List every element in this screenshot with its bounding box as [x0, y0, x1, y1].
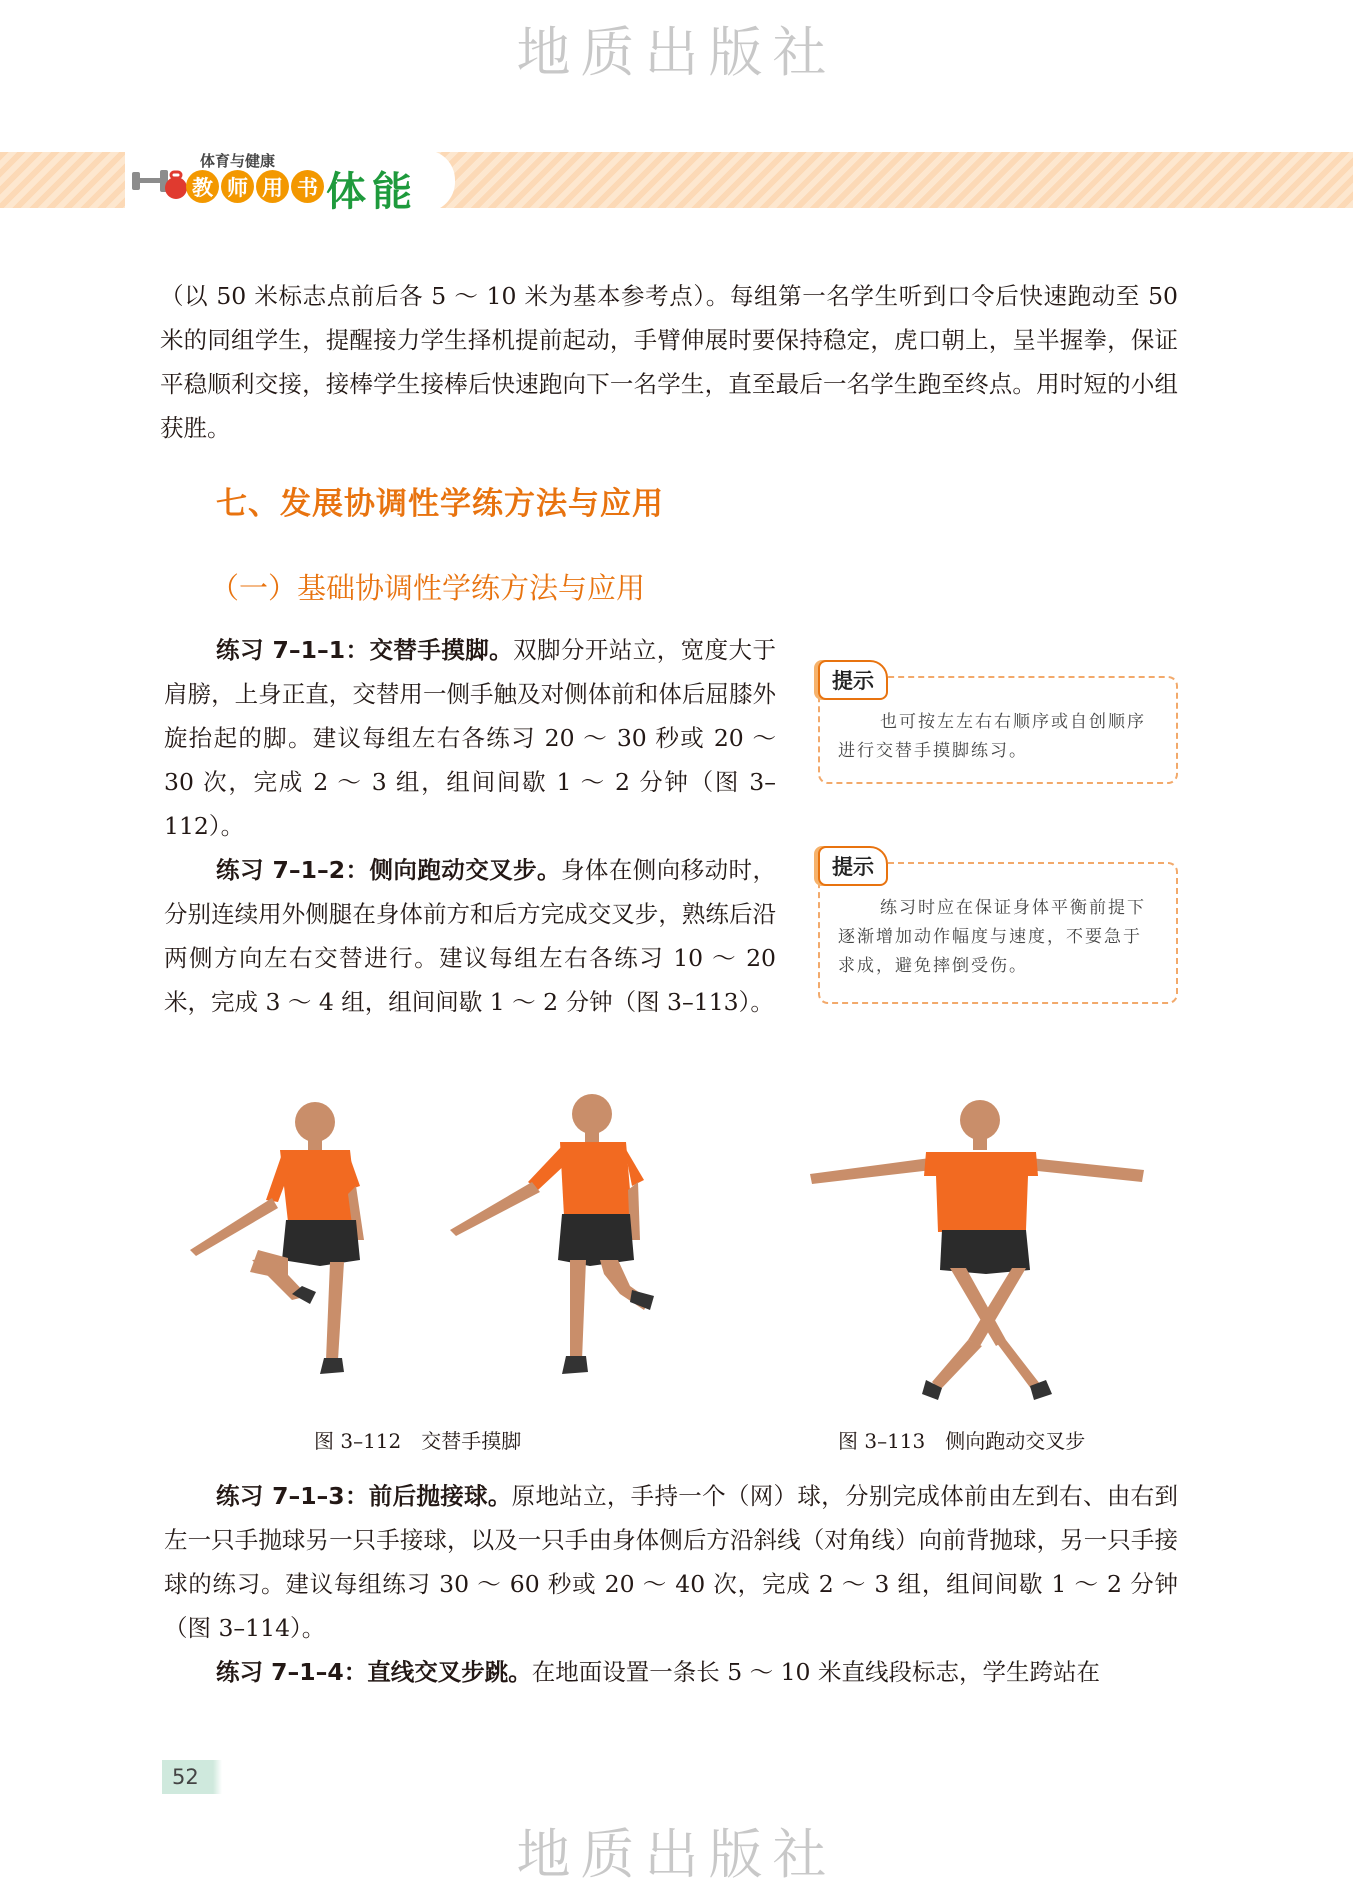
tip-label: 提示: [818, 660, 888, 700]
exercise-paragraph: [164, 1474, 1178, 1650]
exercise-text: 原地站立，手持一个（网）球，分别完成体前由左到右、由右到左一只手抛球另一只手接球，以及一只手由身体侧后方沿斜线（对角线）向前背抛球，另一只手接球的练习。建议每组练习 30 ～ 60 秒或 20 ～ 40 次，完成 2 ～ 3 组，组间间歇 1 ～ 2 分钟（图 3–114）。: [164, 1482, 1178, 1642]
figure-3-112-photo: [180, 1090, 670, 1420]
exercise-lead: 练习 7–1–3：前后抛接球。: [216, 1482, 512, 1510]
exercise-lead: 练习 7–1–4：直线交叉步跳。: [216, 1658, 532, 1686]
header-pill: 用: [256, 170, 289, 203]
figure-caption: 图 3–112 交替手摸脚: [314, 1429, 522, 1453]
athlete-figure: [810, 1100, 1144, 1400]
watermark-top: 地质出版社: [516, 21, 837, 84]
header-pills: [186, 170, 324, 203]
exercise-paragraph: [164, 848, 776, 1024]
tip-label: 提示: [818, 846, 888, 886]
exercise-text: 双脚分开站立，宽度大于肩膀，上身正直，交替用一侧手触及对侧体前和体后屈膝外旋抬起的脚。建议每组左右各练习 20 ～ 30 秒或 20 ～ 30 次，完成 2 ～ 3 组，组间间歇 1 ～ 2 分钟（图 3–112）。: [164, 636, 776, 840]
header-pill: 师: [221, 170, 254, 203]
subsection-heading: （一）基础协调性学练方法与应用: [210, 571, 646, 605]
tip-text: 也可按左左右右顺序或自创顺序进行交替手摸脚练习。: [838, 712, 1146, 761]
exercise-text: 身体在侧向移动时，分别连续用外侧腿在身体前方和后方完成交叉步，熟练后沿两侧方向左右交替进行。建议每组左右各练习 10 ～ 20 米，完成 3 ～ 4 组，组间间歇 1 ～ 2 分钟（图 3–113）。: [164, 856, 776, 1016]
figure-caption: 图 3–113 侧向跑动交叉步: [838, 1429, 1086, 1453]
section-heading: 七、发展协调性学练方法与应用: [216, 486, 664, 522]
watermark-bottom: 地质出版社: [516, 1823, 837, 1886]
tip-text: 练习时应在保证身体平衡前提下逐渐增加动作幅度与速度，不要急于求成，避免摔倒受伤。: [838, 898, 1146, 976]
exercise-lead: 练习 7–1–1：交替手摸脚。: [216, 636, 514, 664]
header-small-title: 体育与健康: [200, 152, 276, 170]
header-pill: 教: [186, 170, 219, 203]
header-big-title: 体能: [326, 169, 418, 215]
exercise-paragraph: [164, 628, 776, 848]
page-number: 52: [162, 1760, 222, 1794]
exercise-lead: 练习 7–1–2：侧向跑动交叉步。: [216, 856, 561, 884]
athlete-figure: [450, 1094, 654, 1374]
exercise-paragraph: [164, 1650, 1178, 1694]
figure-3-113-photo: [800, 1090, 1150, 1420]
exercise-text: 在地面设置一条长 5 ～ 10 米直线段标志，学生跨站在: [531, 1658, 1100, 1686]
dumbbell-icon: [130, 158, 190, 204]
intro-paragraph: （以 50 米标志点前后各 5 ～ 10 米为基本参考点）。每组第一名学生听到口令后快速跑动至 50 米的同组学生，提醒接力学生择机提前起动，手臂伸展时要保持稳定，虎口朝上，呈半握拳，保证平稳顺利交接，接棒学生接棒后快速跑向下一名学生，直至最后一名学生跑至终点。用时短的小组获胜。: [160, 282, 1178, 442]
header-pill: 书: [291, 170, 324, 203]
athlete-figure: [190, 1102, 364, 1374]
